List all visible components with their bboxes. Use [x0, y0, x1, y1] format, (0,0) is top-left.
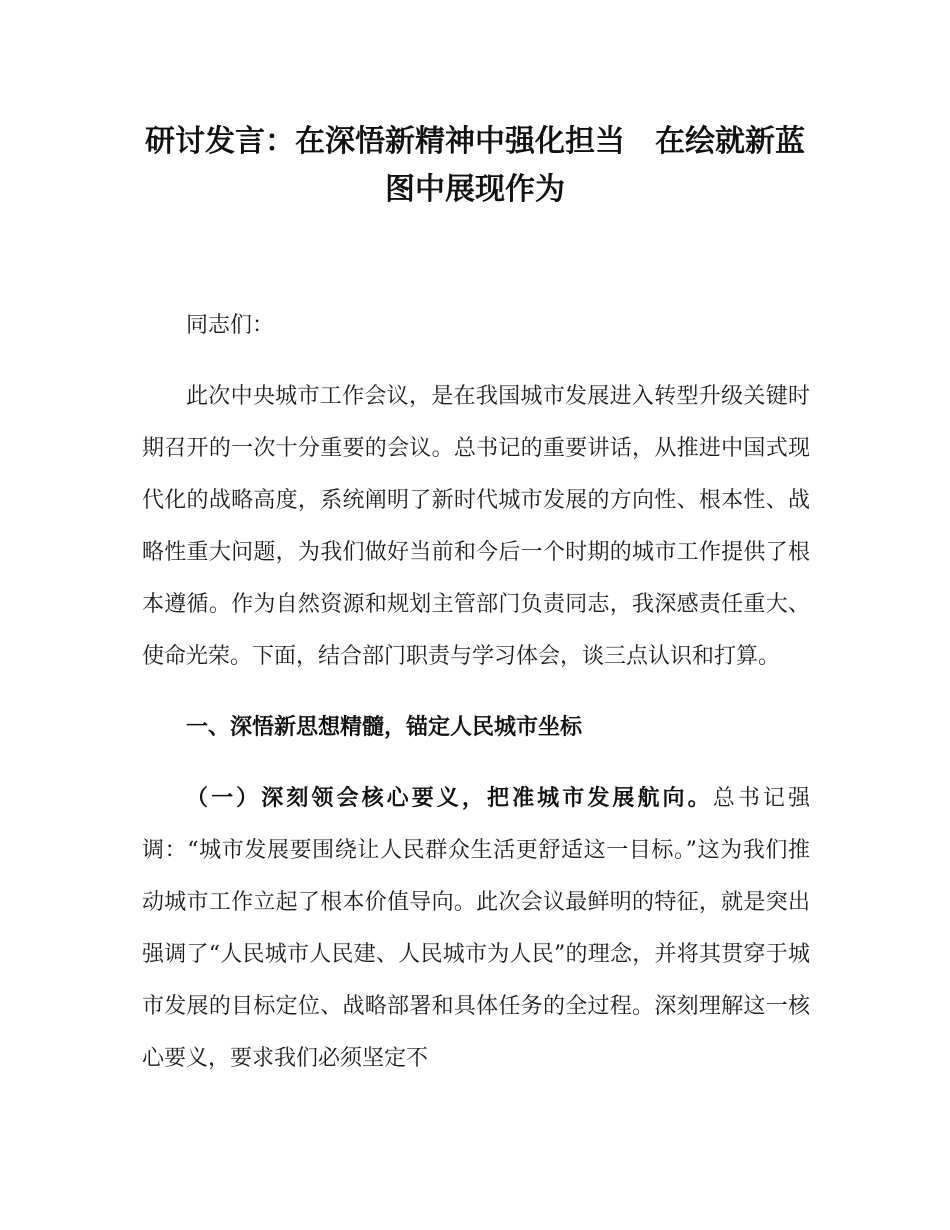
document-body: [142, 300, 810, 1085]
subsection-1-1-paragraph: [142, 773, 810, 1085]
intro-paragraph: 此次中央城市工作会议，是在我国城市发展进入转型升级关键时期召开的一次十分重要的会议。总书记的重要讲话，从推进中国式现代化的战略高度，系统阐明了新时代城市发展的方向性、根本性、战略性重大问题，为我们做好当前和今后一个时期的城市工作提供了根本遵循。作为自然资源和规划主管部门负责同志，我深感责任重大、使命光荣。下面，结合部门职责与学习体会，谈三点认识和打算。: [142, 384, 810, 669]
section-heading-1: 一、深悟新思想精髓，锚定人民城市坐标: [186, 715, 583, 740]
subsection-1-1-lead: （一）深刻领会核心要义，把准城市发展航向。: [186, 786, 713, 811]
salutation: 同志们：: [186, 313, 275, 338]
document-title: 研讨发言：在深悟新精神中强化担当 在绘就新蓝图中展现作为: [145, 124, 805, 207]
subsection-1-1-text: 总书记强调：“城市发展要围绕让人民群众生活更舒适这一目标。”这为我们推动城市工作立起了根本价值导向。此次会议最鲜明的特征，就是突出强调了“人民城市人民建、人民城市为人民”的理念，并将其贯穿于城市发展的目标定位、战略部署和具体任务的全过程。深刻理解这一核心要义，要求我们必须坚定不: [142, 786, 810, 1071]
